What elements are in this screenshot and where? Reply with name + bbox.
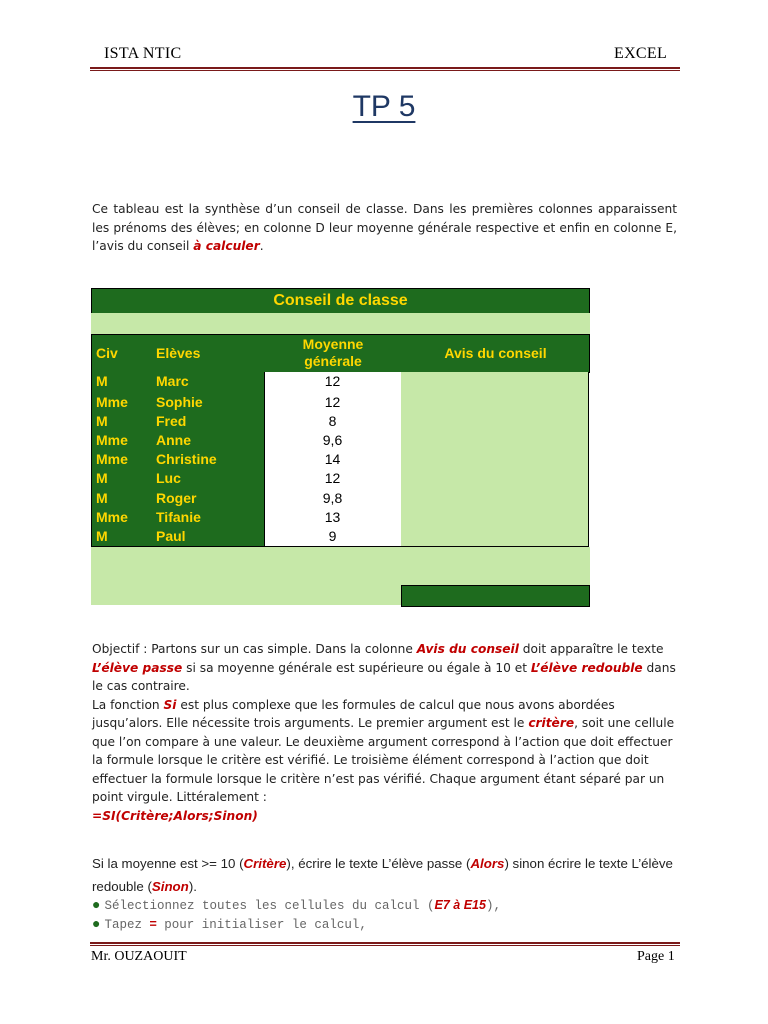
bullet-list bbox=[92, 896, 682, 934]
cell-nom: Tifanie bbox=[156, 509, 201, 525]
bullet-item: ● Tapez = pour initialiser le calcul, bbox=[92, 917, 367, 932]
intro-paragraph: Ce tableau est la synthèse d’un conseil de classe. Dans les premières colonnes apparaissent les prénoms des élèves; en colonne D leur moyenne générale respective et enfin en colonne E, l’avis du conseil à calculer. bbox=[92, 202, 677, 253]
cell-civ: Mme bbox=[96, 509, 128, 525]
cell-nom: Paul bbox=[156, 528, 186, 544]
page-title: TP 5 bbox=[352, 90, 416, 123]
cell-nom: Marc bbox=[156, 373, 189, 389]
formula: =SI(Critère;Alors;Sinon) bbox=[92, 808, 258, 823]
cell-civ: M bbox=[96, 413, 108, 429]
cell-moyenne: 12 bbox=[324, 394, 341, 410]
cell-nom: Roger bbox=[156, 490, 197, 506]
cell-moyenne: 8 bbox=[328, 413, 337, 429]
cell-civ: M bbox=[96, 490, 108, 506]
col-avis: Avis du conseil bbox=[444, 345, 547, 361]
footer-rule bbox=[90, 942, 680, 944]
footer-left: Mr. OUZAOUIT bbox=[91, 949, 187, 964]
footer-right: Page 1 bbox=[637, 949, 675, 964]
cell-civ: M bbox=[96, 373, 108, 389]
intro-highlight: à calculer bbox=[193, 239, 260, 253]
footer-rule-thin bbox=[90, 945, 680, 946]
cell-nom: Christine bbox=[156, 451, 217, 467]
cell-moyenne: 13 bbox=[324, 509, 341, 525]
bullet-item: ● Sélectionnez toutes les cellules du calcul (E7 à E15), bbox=[92, 898, 501, 913]
condition-paragraph: Si la moyenne est >= 10 (Critère), écrire le texte L’élève passe (Alors) sinon écrire le texte L’élève redouble (Sinon). bbox=[92, 856, 673, 894]
col-moyenne: Moyenne générale bbox=[302, 336, 364, 369]
header-left: ISTA NTIC bbox=[104, 45, 182, 62]
cell-moyenne: 9,8 bbox=[322, 490, 343, 506]
cell-nom: Anne bbox=[156, 432, 191, 448]
cell-moyenne: 9,6 bbox=[322, 432, 343, 448]
table-spacer bbox=[91, 313, 590, 334]
cell-nom: Sophie bbox=[156, 394, 203, 410]
bullet-dot-icon: ● bbox=[92, 898, 101, 913]
table-body-avis bbox=[401, 372, 589, 547]
table-title: Conseil de classe bbox=[91, 288, 590, 314]
cell-civ: Mme bbox=[96, 432, 128, 448]
col-civ: Civ bbox=[96, 345, 118, 361]
cell-nom: Luc bbox=[156, 470, 181, 486]
cell-moyenne: 14 bbox=[324, 451, 341, 467]
cell-nom: Fred bbox=[156, 413, 187, 429]
cell-moyenne: 9 bbox=[328, 528, 337, 544]
header-rule-thin bbox=[90, 70, 680, 71]
cell-moyenne: 12 bbox=[324, 373, 341, 389]
header-rule bbox=[90, 67, 680, 69]
cell-civ: Mme bbox=[96, 451, 128, 467]
header-right: EXCEL bbox=[614, 45, 668, 62]
bullet-dot-icon: ● bbox=[92, 917, 101, 932]
table-footer-cell bbox=[401, 585, 590, 607]
cell-civ: M bbox=[96, 470, 108, 486]
cell-civ: M bbox=[96, 528, 108, 544]
objectif-paragraph: Objectif : Partons sur un cas simple. Dans la colonne Avis du conseil doit apparaître le texte L’élève passe si sa moyenne générale est supérieure ou égale à 10 et L’élève redouble dans le cas contraire. La fonction Si est plus complexe que les formules de calcul que nous avons abordées jusqu’alors. Elle nécessite trois arguments. Le premier argument est le critère, soit une cellule que l’on compare à une valeur. Le deuxième argument correspond à l’action que doit effectuer la formule lorsque le critère est vérifié. Le troisième élément correspond à l’action que doit effectuer la formule lorsque le critère n’est pas vérifié. Chaque argument étant séparé par un point virgule. Littéralement : =SI(Critère;Alors;Sinon) bbox=[92, 642, 676, 823]
table-header bbox=[91, 334, 590, 373]
cell-civ: Mme bbox=[96, 394, 128, 410]
cell-moyenne: 12 bbox=[324, 470, 341, 486]
col-eleves: Elèves bbox=[156, 345, 201, 361]
